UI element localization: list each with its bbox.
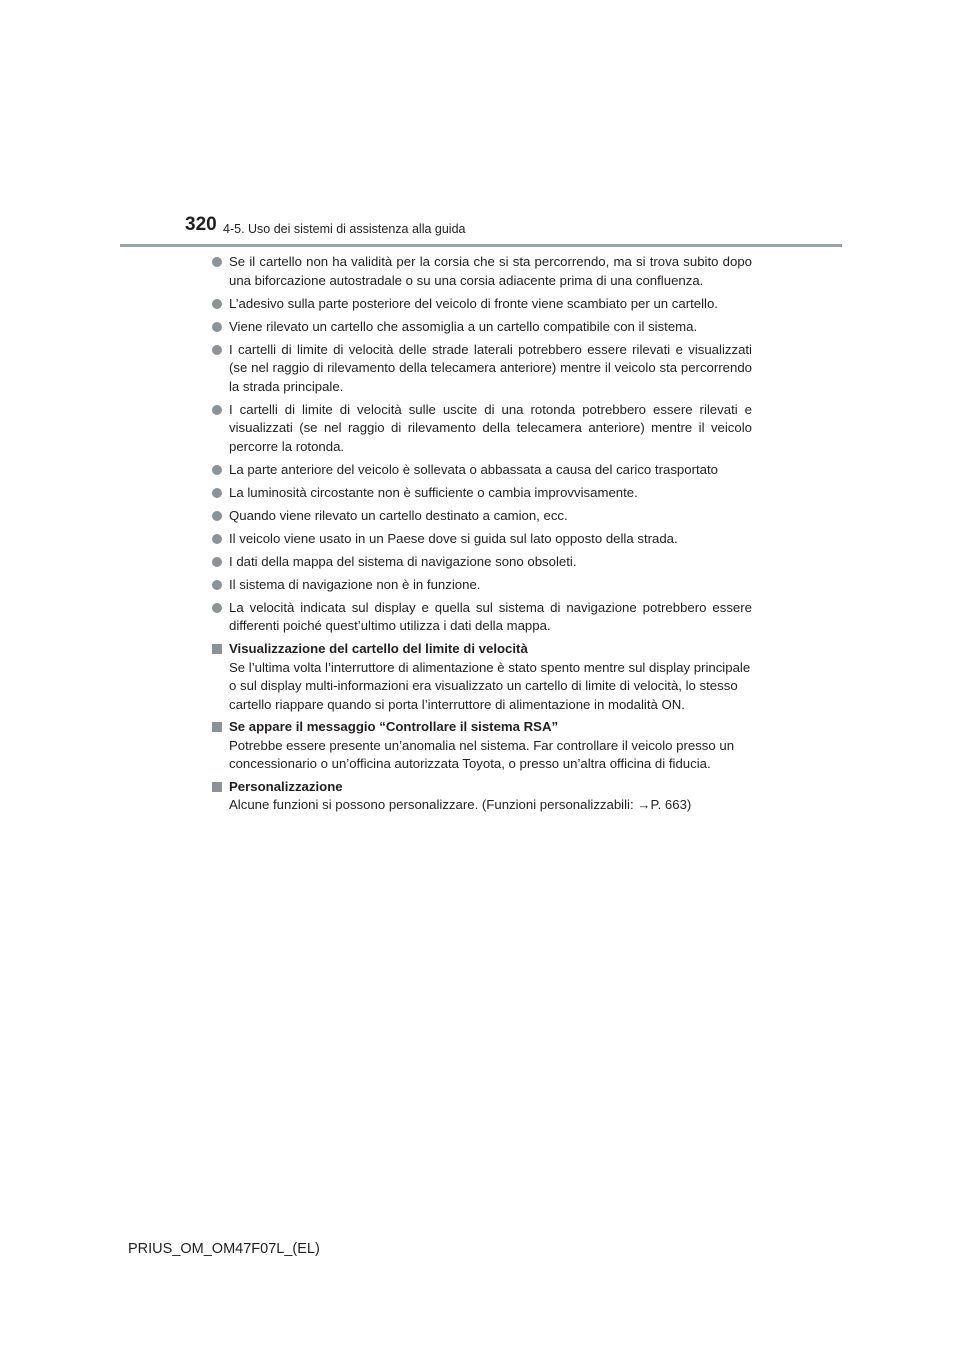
square-bullet-icon xyxy=(212,722,222,732)
page-number: 320 xyxy=(185,214,217,235)
list-item xyxy=(212,295,752,314)
square-bullet-icon xyxy=(212,644,222,654)
list-item-text: La velocità indicata sul display e quella sul sistema di navigazione potrebbero essere differenti poiché quest’ultimo utilizza i dati della mappa. xyxy=(229,599,752,633)
list-item-text: Se il cartello non ha validità per la corsia che si sta percorrendo, ma si trova subito dopo una biforcazione autostradale o su una corsia adiacente prima di una confluenza. xyxy=(229,254,752,288)
list-item xyxy=(212,401,752,457)
bullet-dot-icon xyxy=(212,322,222,332)
bullet-dot-icon xyxy=(212,511,222,521)
list-item xyxy=(212,530,752,549)
list-item xyxy=(212,507,752,526)
bullet-dot-icon xyxy=(212,257,222,267)
bullet-dot-icon xyxy=(212,405,222,415)
header-divider xyxy=(120,244,842,247)
list-item-text: Viene rilevato un cartello che assomiglia a un cartello compatibile con il sistema. xyxy=(229,318,698,334)
note-title: Se appare il messaggio “Controllare il sistema RSA” xyxy=(229,719,559,734)
list-item-text: La parte anteriore del veicolo è sollevata o abbassata a causa del carico trasportato xyxy=(229,461,718,477)
list-item xyxy=(212,318,752,337)
list-item-text: Quando viene rilevato un cartello destinato a camion, ecc. xyxy=(229,507,568,523)
note-title: Visualizzazione del cartello del limite di velocità xyxy=(229,641,528,656)
bullet-dot-icon xyxy=(212,465,222,475)
note-section xyxy=(212,778,752,815)
list-item xyxy=(212,599,752,636)
list-item-text: Il veicolo viene usato in un Paese dove si guida sul lato opposto della strada. xyxy=(229,530,678,546)
list-item xyxy=(212,553,752,572)
list-item-text: I dati della mappa del sistema di navigazione sono obsoleti. xyxy=(229,553,577,569)
list-item-text: L’adesivo sulla parte posteriore del veicolo di fronte viene scambiato per un cartello. xyxy=(229,295,718,311)
note-title: Personalizzazione xyxy=(229,778,343,794)
note-body: Se l’ultima volta l’interruttore di alimentazione è stato spento mentre sul display principale o sul display multi-informazioni era visualizzato un cartello di limite di velocità, lo stesso cartello riappare quando si porta l’interruttore di alimentazione in modalità ON. xyxy=(229,659,751,712)
bullet-dot-icon xyxy=(212,580,222,590)
section-title: 4-5. Uso dei sistemi di assistenza alla guida xyxy=(223,222,466,236)
bullet-list xyxy=(212,253,752,636)
list-item-text: La luminosità circostante non è sufficiente o cambia improvvisamente. xyxy=(229,484,638,500)
note-section xyxy=(212,640,752,714)
list-item-text: Il sistema di navigazione non è in funzione. xyxy=(229,576,481,592)
note-body: Potrebbe essere presente un’anomalia nel sistema. Far controllare il veicolo presso un concessionario o un’officina autorizzata Toyota, o presso un’altra officina di fiducia. xyxy=(229,737,735,771)
list-item xyxy=(212,576,752,595)
note-section xyxy=(212,718,752,774)
document-code: PRIUS_OM_OM47F07L_(EL) xyxy=(128,1241,320,1257)
list-item xyxy=(212,253,752,290)
bullet-dot-icon xyxy=(212,534,222,544)
page-content xyxy=(212,253,752,819)
note-heading xyxy=(212,640,752,659)
list-item xyxy=(212,341,752,397)
note-heading xyxy=(212,718,752,737)
note-heading xyxy=(212,778,752,797)
list-item-text: I cartelli di limite di velocità delle strade laterali potrebbero essere rilevati e visualizzati (se nel raggio di rilevamento della telecamera anteriore) mentre il veicolo sta percorrendo la strada principale. xyxy=(229,341,752,394)
list-item-text: I cartelli di limite di velocità sulle uscite di una rotonda potrebbero essere rilevati e visualizzati (se nel raggio di rilevamento della telecamera anteriore) mentre il veicolo percorre la rotonda. xyxy=(229,401,752,454)
bullet-dot-icon xyxy=(212,557,222,567)
bullet-dot-icon xyxy=(212,345,222,355)
bullet-dot-icon xyxy=(212,299,222,309)
list-item xyxy=(212,484,752,503)
list-item xyxy=(212,461,752,480)
note-body: Alcune funzioni si possono personalizzare. (Funzioni personalizzabili: →P. 663) xyxy=(229,797,692,812)
bullet-dot-icon xyxy=(212,603,222,613)
square-bullet-icon xyxy=(212,782,222,792)
bullet-dot-icon xyxy=(212,488,222,498)
